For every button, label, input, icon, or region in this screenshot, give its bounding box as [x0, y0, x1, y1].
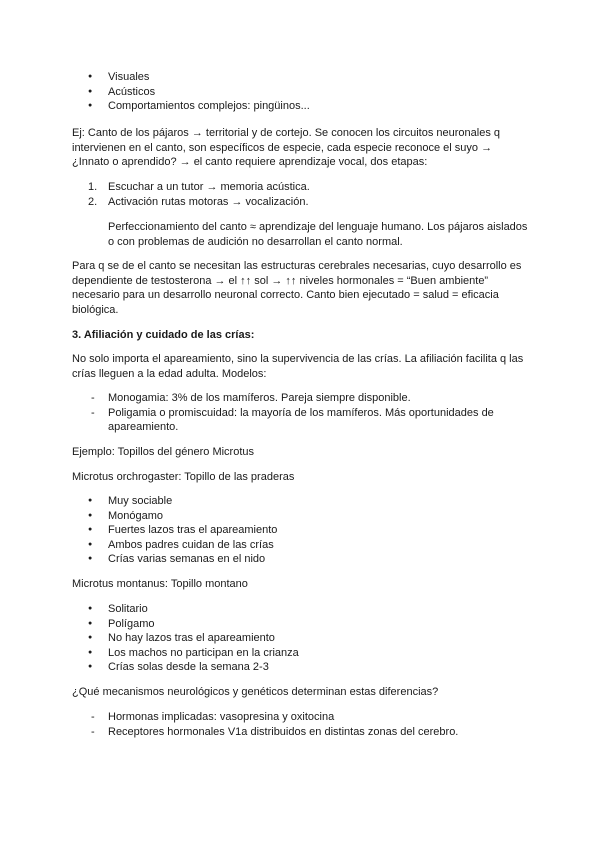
list-item: ● Comportamientos complejos: pingüinos... [72, 99, 528, 114]
paragraph-ejemplo: Ejemplo: Topillos del género Microtus [72, 446, 254, 458]
list-item: ● Crías varias semanas en el nido [72, 552, 528, 567]
paragraph-perfeccionamiento: Perfeccionamiento del canto ≈ aprendizaje del lenguaje humano. Los pájaros aislados o con problemas de audición no desarrollan el canto normal. [108, 221, 528, 248]
list-item: - Poligamia o promiscuidad: la mayoría de los mamíferos. Más oportunidades de apareamiento. [72, 406, 528, 435]
paragraph-canto: Ej: Canto de los pájaros → territorial y de cortejo. Se conocen los circuitos neuronales q intervienen en el canto, son específicos de especie, cada especie reconoce el suyo → ¿Innato o aprendido? → el canto requiere aprendizaje vocal, dos etapas: [72, 127, 500, 169]
montanus-title: Microtus montanus: Topillo montano [72, 578, 248, 590]
list-item: ● Visuales [72, 70, 528, 85]
section-heading: 3. Afiliación y cuidado de las crías: [72, 329, 255, 341]
list-item: ● No hay lazos tras el apareamiento [72, 631, 528, 646]
list-item: ● Solitario [72, 602, 528, 617]
list-item: 1. Escuchar a un tutor → memoria acústica. [88, 181, 310, 193]
list-item: ● Acústicos [72, 85, 528, 100]
list-item: 2. Activación rutas motoras → vocalización. [88, 195, 309, 208]
list-item: ● Monógamo [72, 509, 528, 524]
montanus-list [72, 602, 528, 675]
list-item: ● Crías solas desde la semana 2-3 [72, 660, 528, 675]
list-item: - Monogamia: 3% de los mamíferos. Pareja siempre disponible. [72, 391, 528, 406]
mecanismos-list [72, 710, 528, 739]
intro-list [72, 70, 528, 114]
list-item: - Receptores hormonales V1a distribuidos en distintas zonas del cerebro. [72, 725, 528, 740]
list-item: ● Los machos no participan en la crianza [72, 646, 528, 661]
list-item: ● Ambos padres cuidan de las crías [72, 538, 528, 553]
paragraph-pregunta: ¿Qué mecanismos neurológicos y genéticos determinan estas diferencias? [72, 686, 439, 698]
list-item: ● Polígamo [72, 617, 528, 632]
ochrogaster-list [72, 494, 528, 567]
list-item: - Hormonas implicadas: vasopresina y oxitocina [72, 710, 528, 725]
list-item: ● Muy sociable [72, 494, 528, 509]
modelos-list [72, 391, 528, 435]
ochrogaster-title: Microtus orchrogaster: Topillo de las praderas [72, 471, 295, 483]
list-item: ● Fuertes lazos tras el apareamiento [72, 523, 528, 538]
paragraph-testosterona: Para q se de el canto se necesitan las estructuras cerebrales necesarias, cuyo desarrollo es dependiente de testosterona → el ↑↑ sol → ↑↑ niveles hormonales = “Buen ambiente” necesario para un desarrollo neuronal correcto. Canto bien ejecutado = salud = eficacia biológica. [72, 260, 522, 316]
etapas-list [72, 180, 528, 209]
paragraph-afiliacion: No solo importa el apareamiento, sino la supervivencia de las crías. La afiliación facilita q las crías lleguen a la edad adulta. Modelos: [72, 353, 524, 380]
